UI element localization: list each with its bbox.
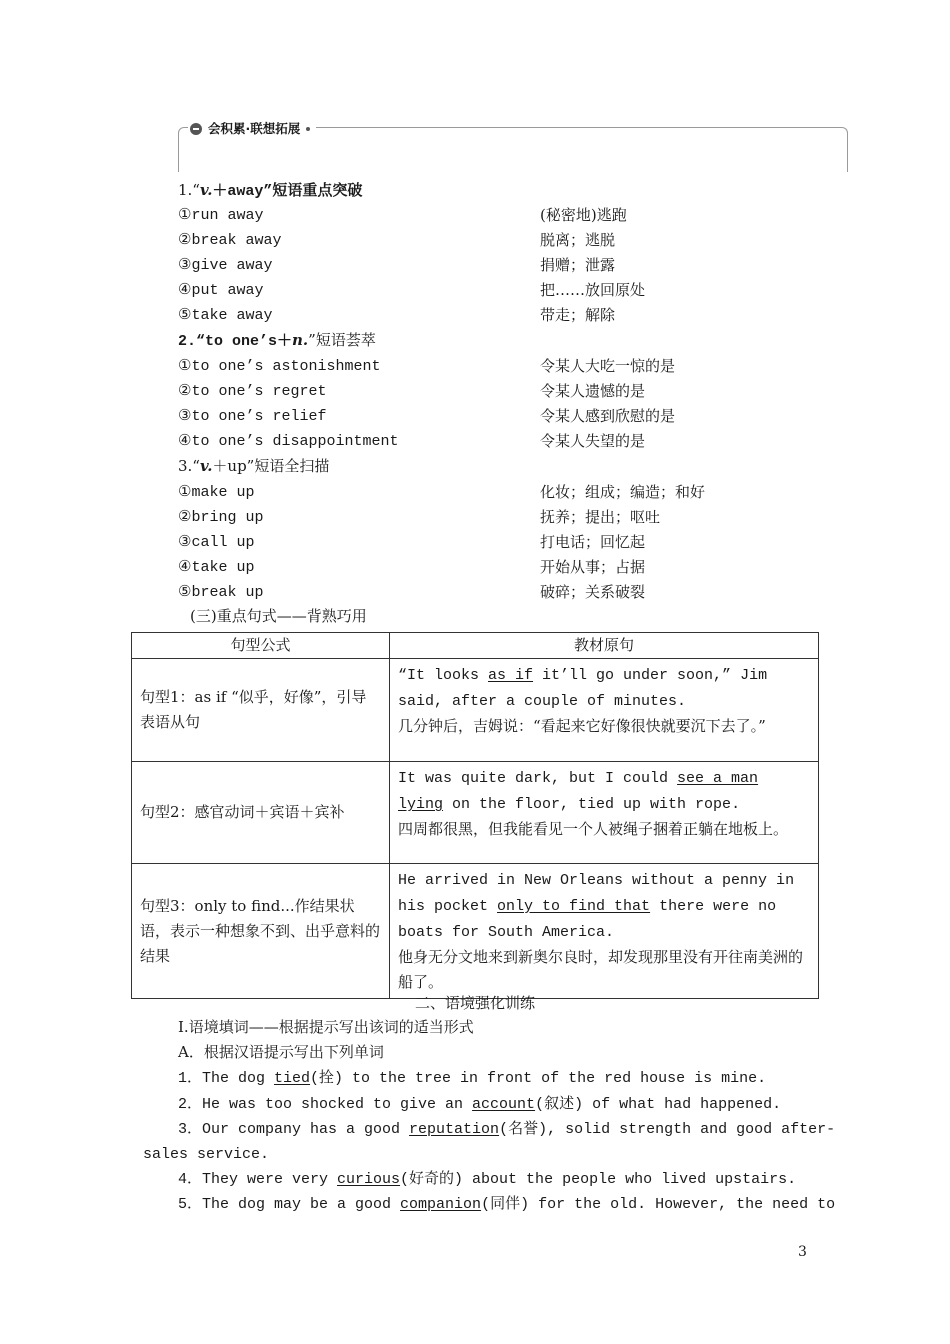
question-2: 2．He was too shocked to give an account(叙述) of what had happened. [178,1096,782,1113]
question-1: 1．The dog tied(拴) to the tree in front of the red house is mine. [178,1070,767,1087]
table-header-row [132,633,819,659]
table-row [132,762,819,864]
exercise-instruction: Ⅰ.语境填词——根据提示写出该词的适当形式 [178,1018,474,1036]
table-header-cell: 教材原句 [390,633,819,659]
phrase-zh: 捐赠；泄露 [540,256,616,274]
phrase-zh: 带走；解除 [540,306,616,324]
exercise-subheading: A．根据汉语提示写出下列单词 [178,1043,384,1061]
phrase-zh: 破碎；关系破裂 [540,583,646,601]
sec2-title: 2.“to one’s＋n.”短语荟萃 [178,331,376,350]
phrase-en: ②bring up [178,509,264,526]
sec3-title: 3.“v.＋up”短语全扫描 [178,457,330,475]
example-cell: It was quite dark, but I could see a man lying on the floor, tied up with rope. 四周都很黑，但我能看见一个人被绳子捆着正躺在地板上。 [390,762,819,864]
phrase-zh: 令某人遗憾的是 [540,382,646,400]
phrase-en: ⑤take away [178,307,273,324]
phrase-en: ②to one’s regret [178,383,327,400]
table-header-cell: 句型公式 [132,633,390,659]
phrase-en: ③call up [178,534,255,551]
phrase-en: ①make up [178,484,255,501]
sentence-section-title: (三)重点句式——背熟巧用 [190,607,367,625]
phrase-zh: 令某人大吃一惊的是 [540,357,676,375]
sentence-table [131,632,819,999]
answer: tied [274,1070,311,1087]
answer: account [472,1096,536,1113]
phrase-zh: 化妆；组成；编造；和好 [540,483,706,501]
phrase-en: ③to one’s relief [178,408,327,425]
table-row [132,659,819,762]
phrase-en: ④put away [178,282,264,299]
question-4: 4．They were very curious(好奇的) about the people who lived upstairs. [178,1171,797,1188]
example-cell: He arrived in New Orleans without a penny in his pocket only to find that there were no boats for South America. 他身无分文地来到新奥尔良时，却发现那里没有开往南美洲的船了。 [390,864,819,999]
question-5: 5．The dog may be a good companion(同伴) for the old. However, the need to [178,1196,836,1213]
phrase-en: ④take up [178,559,255,576]
table-row [132,864,819,999]
phrase-zh: 令某人失望的是 [540,432,646,450]
sec1-title: 1.“v.＋away”短语重点突破 [178,181,363,200]
example-cell: “It looks as if it’ll go under soon,” Jim said, after a couple of minutes. 几分钟后，吉姆说：“看起来它好像很快就要沉下去了。” [390,659,819,762]
phrase-zh: 开始从事；占据 [540,558,646,576]
pattern-cell: 句型1：as if “似乎，好像”，引导表语从句 [132,659,390,762]
phrase-zh: 把……放回原处 [540,281,646,299]
pattern-cell: 句型2：感官动词＋宾语＋宾补 [132,762,390,864]
pattern-cell: 句型3：only to find...作结果状语，表示一种想象不到、出乎意料的结果 [132,864,390,999]
answer: curious [337,1171,401,1188]
dot-icon [306,127,310,131]
phrase-en: ①run away [178,207,264,224]
part2-title: 二、语境强化训练 [414,994,535,1012]
question-3-continued: sales service. [143,1146,270,1163]
question-3: 3．Our company has a good reputation(名誉), solid strength and good after- [178,1121,836,1138]
phrase-en: ②break away [178,232,282,249]
answer: companion [400,1196,482,1213]
phrase-zh: 打电话；回忆起 [540,533,646,551]
phrase-zh: 抚养；提出；呕吐 [540,508,661,526]
page-number: 3 [798,1244,807,1260]
phrase-en: ③give away [178,257,273,274]
phrase-zh: 脱离；逃脱 [540,231,616,249]
phrase-en: ⑤break up [178,584,264,601]
phrase-zh: (秘密地)逃跑 [540,206,627,224]
section-header-label: 会积累·联想拓展 [188,120,316,138]
phrase-en: ①to one’s astonishment [178,358,381,375]
phrase-zh: 令某人感到欣慰的是 [540,407,676,425]
answer: reputation [409,1121,500,1138]
phrase-en: ④to one’s disappointment [178,433,399,450]
book-icon [190,123,202,135]
